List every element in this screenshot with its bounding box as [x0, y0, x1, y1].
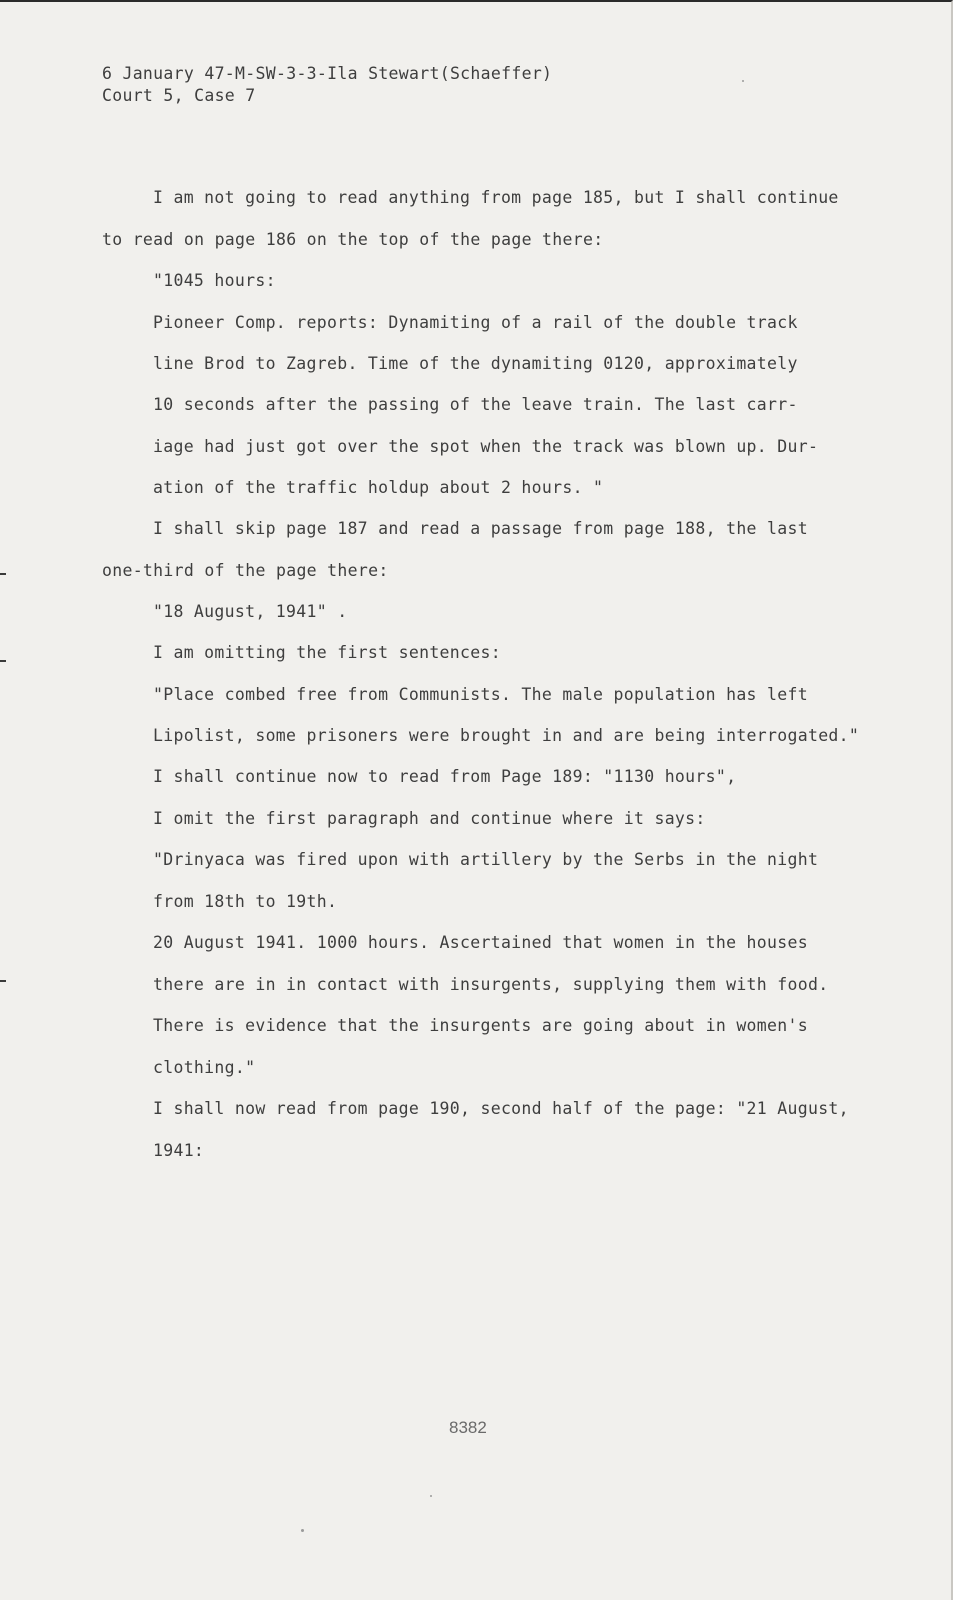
paper-speck [742, 80, 744, 82]
body-line: line Brod to Zagreb. Time of the dynamiting 0120, approximately [153, 354, 798, 373]
body-line: ation of the traffic holdup about 2 hours. " [153, 478, 604, 497]
body-line: I shall now read from page 190, second half of the page: "21 August, [153, 1099, 849, 1118]
body-line: "Drinyaca was fired upon with artillery by the Serbs in the night [153, 850, 819, 869]
header-line-2: Court 5, Case 7 [102, 86, 256, 105]
body-line: Pioneer Comp. reports: Dynamiting of a rail of the double track [153, 313, 798, 332]
body-line: I am omitting the first sentences: [153, 643, 501, 662]
page-number: 8382 [449, 1418, 487, 1437]
body-line: There is evidence that the insurgents are going about in women's [153, 1016, 808, 1035]
paper-speck [430, 1495, 432, 1497]
paper-speck [301, 1529, 304, 1532]
body-line: "1045 hours: [153, 271, 276, 290]
body-line: there are in in contact with insurgents, supplying them with food. [153, 975, 829, 994]
body-line: 1941: [153, 1141, 205, 1160]
edge-mark [0, 573, 6, 575]
body-line: I shall skip page 187 and read a passage from page 188, the last [153, 519, 808, 538]
body-line: Lipolist, some prisoners were brought in and are being interrogated." [153, 726, 860, 745]
body-line: clothing." [153, 1058, 256, 1077]
body-line: from 18th to 19th. [153, 892, 338, 911]
body-line: 10 seconds after the passing of the leave train. The last carr- [153, 395, 798, 414]
body-line: iage had just got over the spot when the track was blown up. Dur- [153, 437, 819, 456]
edge-mark [0, 660, 6, 662]
edge-mark [0, 980, 6, 982]
body-line: I am not going to read anything from page 185, but I shall continue [153, 188, 839, 207]
body-line: I shall continue now to read from Page 189: "1130 hours", [153, 767, 737, 786]
body-line: one-third of the page there: [102, 561, 389, 580]
header-line-1: 6 January 47-M-SW-3-3-Ila Stewart(Schaeffer) [102, 64, 553, 83]
body-line: "Place combed free from Communists. The male population has left [153, 685, 808, 704]
body-line: 20 August 1941. 1000 hours. Ascertained that women in the houses [153, 933, 808, 952]
body-line: to read on page 186 on the top of the page there: [102, 230, 604, 249]
body-line: "18 August, 1941" . [153, 602, 348, 621]
body-line: I omit the first paragraph and continue where it says: [153, 809, 706, 828]
